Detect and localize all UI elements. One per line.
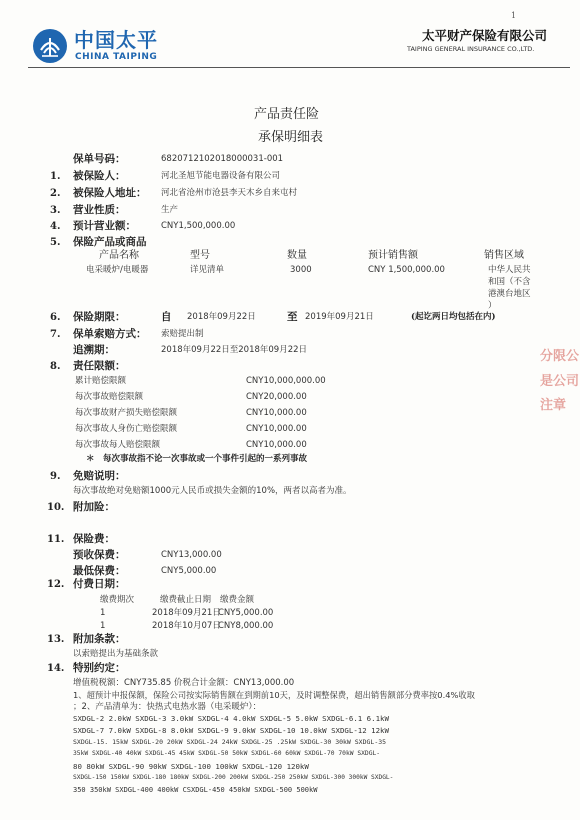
policy-number-value: 6820712102018000031-001 <box>161 154 284 164</box>
stamp-line: 分限公 <box>540 349 580 364</box>
claim-method-value: 索赔提出制 <box>161 329 204 339</box>
item-number: 11. <box>47 534 65 545</box>
period-to: 至 <box>287 311 298 323</box>
limit-label: 每次事故每人赔偿限额 <box>75 440 161 450</box>
special-term-line: SXDGL-15. 15kW SXDGL-20 20kW SXDGL-24 24kW SXDGL-25 .25kW SXDGL-30 30kW SXDGL-35 <box>73 738 387 746</box>
special-term-line: 1、超预计申报保额，保险公司按实际销售额在到期前10天，及时调整保费，超出销售额部分费率按0.4%收取 <box>73 690 475 700</box>
pay-cell: 2018年09月21日 <box>152 608 221 618</box>
pay-header: 缴费金额 <box>220 595 255 605</box>
stamp-line: 是公司 <box>540 373 580 389</box>
limit-value: CNY10,000.00 <box>246 408 307 418</box>
item-number: 1. <box>50 171 61 182</box>
expected-turnover-value: CNY1,500,000.00 <box>161 221 236 231</box>
company-name-cn: 太平财产保险有限公司 <box>422 28 548 43</box>
insured-value: 河北圣旭节能电器设备有限公司 <box>161 171 281 181</box>
item-number: 8. <box>50 361 61 372</box>
period-from: 自 <box>161 311 172 323</box>
business-nature-label: 营业性质： <box>73 204 126 216</box>
limit-value: CNY20,000.00 <box>246 392 307 402</box>
item-number: 7. <box>50 329 61 340</box>
expected-turnover-label: 预计营业额： <box>73 220 136 232</box>
company-name-en: TAIPING GENERAL INSURANCE CO.,LTD. <box>407 45 535 53</box>
limit-footnote: ＊ 每次事故指不论一次事故或一个事件引起的一系列事故 <box>86 454 308 464</box>
limit-value: CNY10,000.00 <box>246 424 307 434</box>
page-number: 1 <box>511 11 517 20</box>
pay-cell: 1 <box>100 621 106 631</box>
item-number: 12. <box>47 579 65 590</box>
special-term-line: SXDGL-7 7.0kW SXDGL-8 8.0kW SXDGL-9 9.0kW SXDGL-10 10.0kW SXDGL-12 12kW <box>73 726 389 735</box>
item-number: 4. <box>50 221 61 232</box>
item-number: 2. <box>50 188 61 199</box>
product-header-sales: 预计销售额 <box>368 250 418 261</box>
product-region-cell: 港澳台地区 <box>488 289 531 299</box>
insured-label: 被保险人： <box>73 170 126 182</box>
product-header-qty: 数量 <box>287 250 307 261</box>
product-region-cell: 中华人民共 <box>488 265 531 275</box>
special-term-line: 80 80kW SXDGL-90 90kW SXDGL-100 100kW SXDGL-120 120kW <box>73 762 309 771</box>
product-qty-cell: 3000 <box>290 265 312 275</box>
period-note: (起讫两日均包括在内) <box>411 312 496 322</box>
logo-text-cn: 中国太平 <box>74 28 158 52</box>
product-name-cell: 电采暖炉/电暖器 <box>86 265 149 275</box>
product-header-region: 销售区域 <box>484 250 524 261</box>
special-term-line: SXDGL-2 2.0kW SXDGL-3 3.0kW SXDGL-4 4.0kW SXDGL-5 5.0kW SXDGL-6.1 6.1kW <box>73 714 389 723</box>
pay-header: 缴费期次 <box>100 595 135 605</box>
product-sales-cell: CNY 1,500,000.00 <box>368 265 445 275</box>
deductible-label: 免赔说明： <box>73 470 126 482</box>
doc-title-1: 产品责任险 <box>254 107 320 122</box>
product-header-name: 产品名称 <box>99 250 139 261</box>
header-divider <box>28 67 570 68</box>
china-taiping-logo <box>32 28 162 64</box>
item-number: 5. <box>50 237 61 248</box>
premium-label: 保险费： <box>73 533 115 545</box>
product-region-cell: 和国（不含 <box>488 277 531 287</box>
retro-period-value: 2018年09月22日至2018年09月22日 <box>161 345 308 355</box>
period-start: 2018年09月22日 <box>187 312 256 322</box>
product-region-cell: ） <box>488 301 497 311</box>
limit-label: 每次事故人身伤亡赔偿限额 <box>75 424 178 434</box>
insurance-period-label: 保险期限： <box>73 311 126 323</box>
limit-label: 每次事故赔偿限额 <box>75 392 144 402</box>
insured-address-label: 被保险人地址： <box>73 187 147 199</box>
special-terms-label: 特别约定： <box>73 662 126 674</box>
item-number: 6. <box>50 312 61 323</box>
item-number: 13. <box>47 634 65 645</box>
special-term-line: ；2、产品清单为：快热式电热水器（电采暖炉）： <box>73 702 262 712</box>
logo-text-en: CHINA TAIPING <box>75 52 158 62</box>
business-nature-value: 生产 <box>161 205 179 215</box>
pay-cell: 1 <box>100 608 106 618</box>
additional-clause-label: 附加条款： <box>73 633 126 645</box>
products-label: 保险产品或商品 <box>73 236 147 248</box>
limit-label: 每次事故财产损失赔偿限额 <box>75 408 178 418</box>
limit-value: CNY10,000,000.00 <box>246 376 326 386</box>
special-term-line: 350 350kW SXDGL-400 400kW CSXDGL-450 450kW SXDGL-500 500kW <box>73 786 318 794</box>
pay-cell: 2018年10月07日 <box>152 621 221 631</box>
special-term-line: 增值税税额：CNY735.85 价税合计金额：CNY13,000.00 <box>73 678 295 688</box>
stamp-line: 注章 <box>540 398 567 414</box>
item-number: 3. <box>50 205 61 216</box>
period-end: 2019年09月21日 <box>305 312 374 322</box>
additional-cover-label: 附加险： <box>73 501 115 513</box>
pay-cell: CNY8,000.00 <box>218 621 274 631</box>
deductible-value: 每次事故绝对免赔额1000元人民币或损失金额的10%，两者以高者为准。 <box>73 486 352 496</box>
product-model-cell: 详见清单 <box>190 265 225 275</box>
retro-period-label: 追溯期： <box>73 344 115 356</box>
policy-number-label: 保单号码： <box>73 153 126 165</box>
payment-date-label: 付费日期： <box>73 578 126 590</box>
item-number: 9. <box>50 471 61 482</box>
premium-item-label: 最低保费： <box>73 565 126 577</box>
additional-clause-value: 以索赔提出为基础条款 <box>73 649 159 659</box>
company-seal-stamp <box>540 345 579 419</box>
premium-item-value: CNY5,000.00 <box>161 566 217 576</box>
claim-method-label: 保单索赔方式： <box>73 328 147 340</box>
pay-cell: CNY5,000.00 <box>218 608 274 618</box>
product-header-model: 型号 <box>190 250 210 261</box>
premium-item-value: CNY13,000.00 <box>161 550 222 560</box>
liability-limit-label: 责任限额： <box>73 360 126 372</box>
item-number: 14. <box>47 663 65 674</box>
doc-title-2: 承保明细表 <box>258 130 324 145</box>
pay-header: 缴费截止日期 <box>160 595 212 605</box>
limit-label: 累计赔偿限额 <box>75 376 127 386</box>
limit-value: CNY10,000.00 <box>246 440 307 450</box>
special-term-line: SXDGL-150 150kW SXDGL-180 180kW SXDGL-200 200kW SXDGL-250 250kW SXDGL-300 300kW SXDGL- <box>73 774 394 781</box>
insured-address-value: 河北省沧州市沧县李天木乡自来屯村 <box>161 188 298 198</box>
special-term-line: 35kW SXDGL-40 40kW SXDGL-45 45kW SXDGL-50 50kW SXDGL-60 60kW SXDGL-70 70kW SXDGL- <box>73 750 381 757</box>
item-number: 10. <box>47 502 65 513</box>
premium-item-label: 预收保费： <box>73 549 126 561</box>
taiping-emblem-icon <box>32 28 68 64</box>
